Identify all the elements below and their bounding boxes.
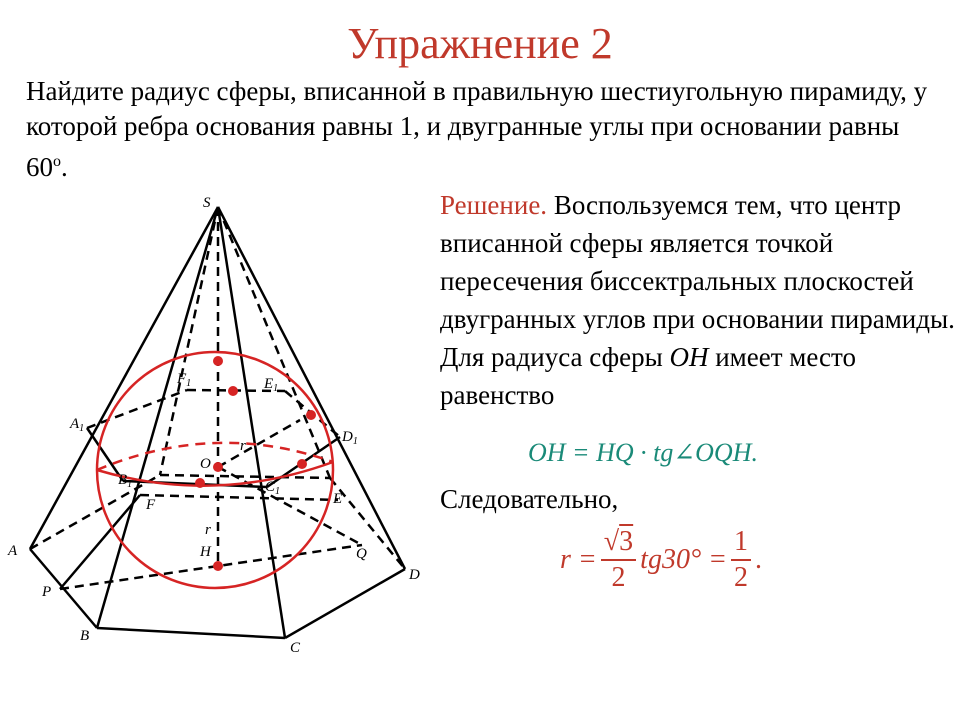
formula-lhs: r =	[560, 544, 597, 575]
pyramid-figure	[0, 188, 440, 658]
label-D1: $D_1$	[342, 429, 358, 447]
solution-label: Решение.	[440, 190, 548, 220]
problem-end: .	[61, 152, 68, 182]
fraction-one-half	[731, 525, 751, 595]
label-r-bottom: r	[205, 522, 211, 538]
solution-text	[440, 186, 955, 414]
point-top	[213, 356, 223, 366]
frac1-den: 2	[611, 562, 626, 593]
formula-mid: tg30° =	[640, 544, 728, 575]
edge-CD	[285, 569, 405, 638]
label-r-top: r	[240, 438, 246, 454]
therefore-text: Следовательно,	[440, 484, 619, 514]
label-S: S	[203, 195, 211, 211]
formula-result	[560, 525, 762, 595]
segment-oh: OH	[669, 342, 709, 372]
degree-mark: о	[53, 153, 61, 170]
formula-end: .	[755, 544, 763, 575]
frac2-num: 1	[731, 525, 751, 561]
edge-FE	[160, 475, 330, 478]
problem-text: Найдите радиус сферы, вписанной в правильную шестиугольную пирамиду, у которой ребра основания равны 1, и двугранные углы при основании равны 60	[26, 76, 928, 182]
label-E: E	[333, 491, 343, 507]
line-PQ	[60, 545, 362, 589]
label-C1: $C_1$	[265, 479, 281, 497]
point-H	[213, 561, 223, 571]
problem-statement	[26, 74, 946, 185]
label-O: O	[200, 456, 211, 472]
edge-SF	[160, 207, 218, 475]
line-A1F1	[87, 390, 187, 428]
point-O	[213, 462, 223, 472]
edge-SE	[218, 207, 330, 478]
formula-oh: OH = HQ · tg∠OQH.	[528, 438, 758, 467]
frac2-den: 2	[734, 562, 749, 593]
point-B1C1	[195, 478, 205, 488]
point-E1	[306, 410, 316, 420]
label-F: F	[146, 497, 156, 513]
sqrt-value: 3	[619, 526, 634, 557]
label-B: B	[80, 628, 90, 644]
label-H: H	[200, 544, 211, 560]
fraction-sqrt3-over-2: $\frac{√3}{2}$	[601, 525, 636, 595]
point-right	[297, 459, 307, 469]
line-B1C1-inner	[140, 495, 338, 500]
solution-body: Воспользуемся тем, что центр вписанной сферы является точкой пересечения биссектральных плоскостей двугранных углов при основании пирамиды. Для радиуса сферы	[440, 190, 955, 372]
label-E1: $E_1$	[264, 376, 279, 394]
slide-title: Упражнение 2	[347, 19, 613, 68]
label-C: C	[290, 640, 301, 656]
point-F1E1	[228, 386, 238, 396]
label-D: D	[409, 567, 420, 583]
label-A1: $A_1$	[70, 416, 85, 434]
label-Q: Q	[356, 546, 367, 562]
label-B1: $B_1$	[118, 472, 133, 490]
label-P: P	[42, 584, 52, 600]
label-A: A	[8, 543, 18, 559]
edge-BC	[97, 628, 285, 638]
solution-body-end: имеет место равенство	[440, 342, 856, 410]
label-F1: $F_1$	[177, 371, 192, 389]
